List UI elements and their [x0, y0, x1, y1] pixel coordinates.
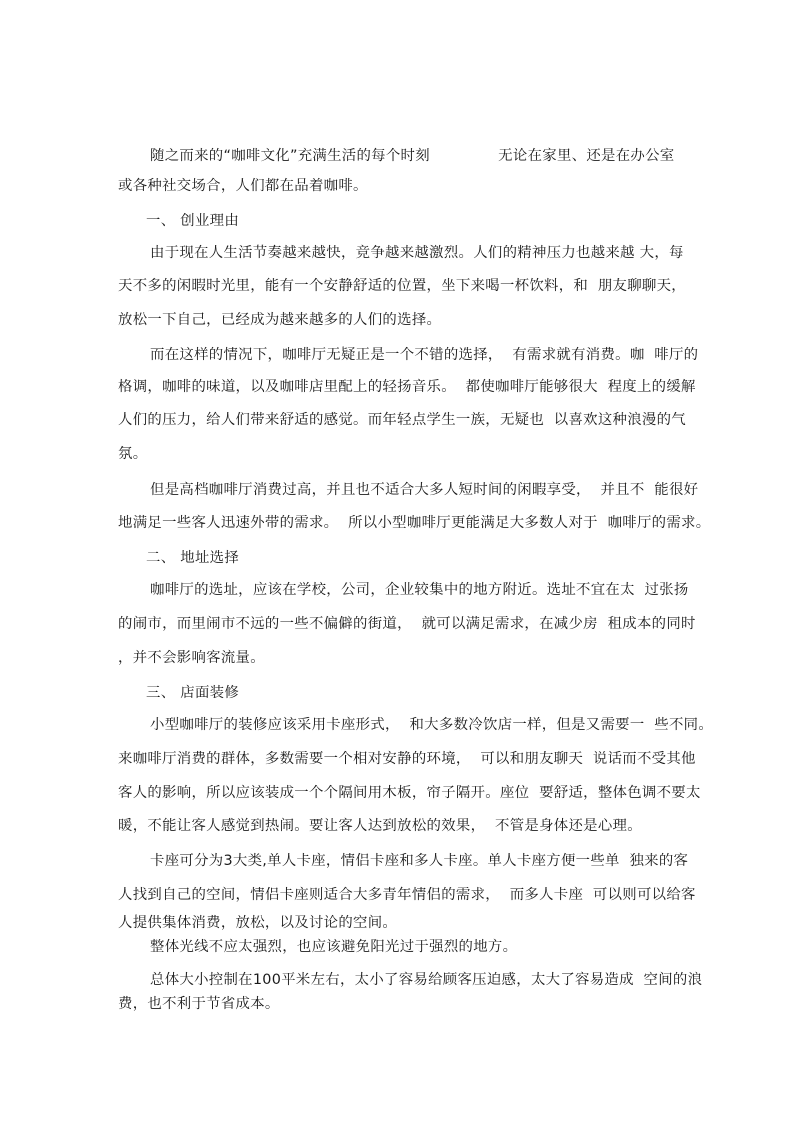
paragraph-line: 来咖啡厅消费的群体，多数需要一个相对安静的环境， 可以和朋友聊天 说话而不受其他	[118, 751, 696, 767]
paragraph-line: 格调，咖啡的味道，以及咖啡店里配上的轻扬音乐。 都使咖啡厅能够很大 程度上的缓解	[118, 379, 696, 395]
paragraph-line: 随之而来的“咖啡文化”充满生活的每个时刻 无论在家里、还是在办公室	[150, 148, 675, 164]
paragraph-line: 暖，不能让客人感觉到热闹。要让客人达到放松的效果， 不管是身体还是心理。	[118, 818, 642, 834]
paragraph-line: 的闹市，而里闹市不远的一些不偏僻的街道， 就可以满足需求，在减少房 租成本的同时	[118, 616, 696, 632]
paragraph-line: 小型咖啡厅的装修应该采用卡座形式， 和大多数冷饮店一样，但是又需要一 些不同。	[150, 717, 714, 733]
paragraph-line: 总体大小控制在100平米左右，太小了容易给顾客压迫感，太大了容易造成 空间的浪	[150, 972, 703, 988]
paragraph-line: ，并不会影响客流量。	[118, 650, 265, 666]
paragraph-line: 而在这样的情况下，咖啡厅无疑正是一个不错的选择， 有需求就有消费。咖 啡厅的	[150, 347, 699, 363]
paragraph-line: 人们的压力，给人们带来舒适的感觉。而年轻点学生一族，无疑也 以喜欢这种浪漫的气	[118, 412, 686, 428]
paragraph-line: 但是高档咖啡厅消费过高，并且也不适合大多人短时间的闲暇享受， 并且不 能很好	[150, 482, 699, 498]
paragraph-line: 由于现在人生活节奏越来越快，竞争越来越激烈。人们的精神压力也越来越 大，每	[150, 245, 684, 261]
paragraph-line: 整体光线不应太强烈，也应该避免阳光过于强烈的地方。	[150, 939, 518, 955]
section-heading-reasons: 一、 创业理由	[146, 213, 240, 229]
paragraph-line: 或各种社交场合，人们都在品着咖啡。	[118, 178, 368, 194]
paragraph-line: 放松一下自己，已经成为越来越多的人们的选择。	[118, 312, 442, 328]
paragraph-line: 咖啡厅的选址，应该在学校，公司，企业较集中的地方附近。选址不宜在太 过张扬	[150, 582, 689, 598]
paragraph-line: 天不多的闲暇时光里，能有一个安静舒适的位置，坐下来喝一杯饮料，和 朋友聊聊天，	[118, 278, 686, 294]
paragraph-line: 地满足一些客人迅速外带的需求。 所以小型咖啡厅更能满足大多数人对于 咖啡厅的需求。	[118, 515, 711, 531]
paragraph-line: 客人的影响，所以应该装成一个个隔间用木板，帘子隔开。座位 要舒适，整体色调不要太	[118, 785, 701, 801]
paragraph-line: 卡座可分为3大类,单人卡座，情侣卡座和多人卡座。单人卡座方便一些单 独来的客	[150, 853, 689, 869]
paragraph-line: 人提供集体消费，放松，以及讨论的空间。	[118, 915, 398, 931]
section-heading-location: 二、 地址选择	[146, 550, 240, 566]
section-heading-decoration: 三、 店面装修	[146, 685, 240, 701]
paragraph-line: 费，也不利于节省成本。	[118, 996, 280, 1012]
paragraph-line: 氛。	[118, 446, 148, 462]
paragraph-line: 人找到自己的空间，情侣卡座则适合大多青年情侣的需求， 而多人卡座 可以则可以给客	[118, 887, 696, 903]
